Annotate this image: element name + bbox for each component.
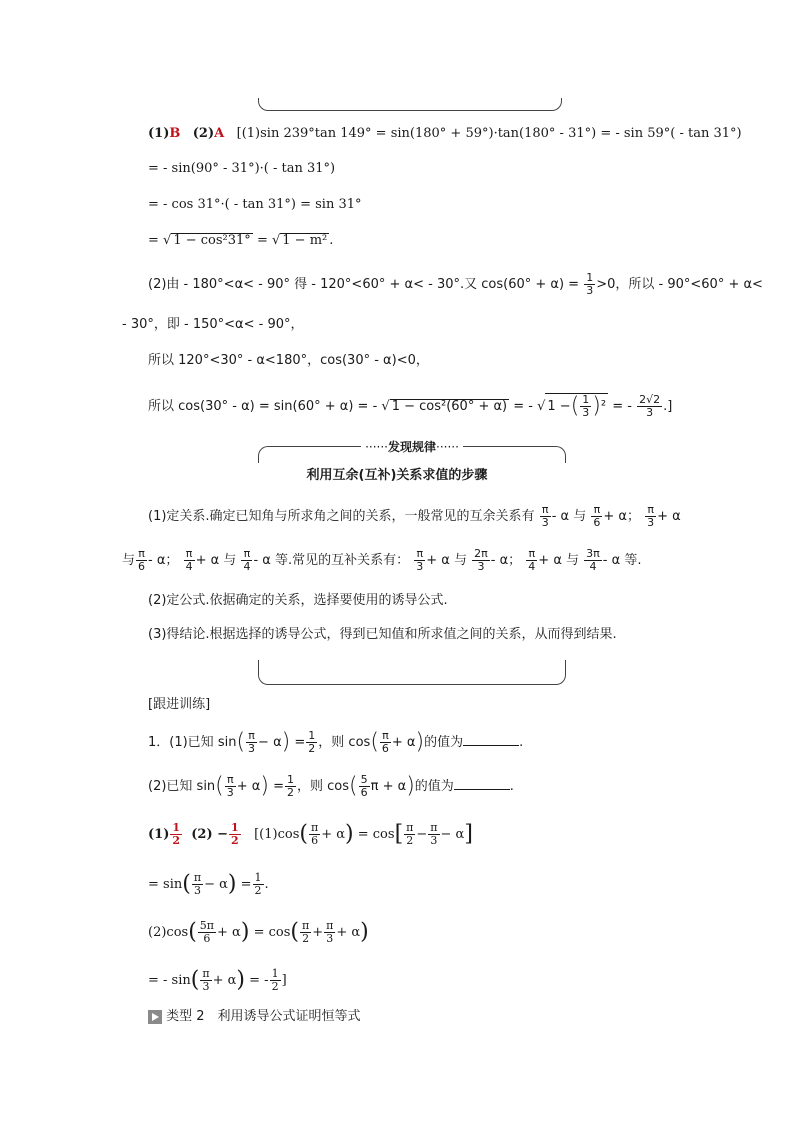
sqrt-expression: 1 −( $\frac{1}{3}$ )² [547,393,607,419]
answer-label: (2) [192,126,215,141]
eq-sign: = [148,233,159,248]
answer-choice: A [214,126,225,141]
section-title: 类型 2 利用诱导公式证明恒等式 [166,1009,361,1024]
answer1-p2-line3: 所以 120°<30° - α<180°，cos(30° - α)<0， [148,353,429,368]
answer1-p2-line4: 所以 cos(30° - α) = sin(60° + α) = - √ 1 − cos²(60° + α) = - √ 1 −( $\frac{1}{3}$ )² = - $\frac{2√2}{3}$ .] [148,393,673,419]
answer-blank [454,777,510,790]
sqrt-expression: 1 − cos²(60° + α) [391,399,508,414]
solution-text: 所以 cos(30° - α) = sin(60° + α) = - [148,399,378,414]
practice-heading: [跟进训练] [148,697,211,712]
solution-text: >0，所以 - 90°<60° + α< [596,277,763,292]
answer-label: (1) [148,126,170,141]
answer1-line1 [148,125,742,143]
answer2-line2: = sin( $\frac{\pi}{3}$ − α) = $\frac{1}{2}$ . [148,871,269,897]
period: .] [663,399,673,414]
answer1-line3: = - cos 31°·( - tan 31°) = sin 31° [148,197,362,212]
rule-step1-line2: 与 $\frac{\pi}{6}$ - α； $\frac{\pi}{4}$ + α 与 $\frac{\pi}{4}$ - α 等.常见的互补关系有： $\frac{\pi}{3}$ + α 与 $\frac{2\pi}{3}$ - α； $\frac{\pi}{4}$ + α 与 $\frac{3\pi}{4}$ - α 等. [122,547,642,573]
answer1-p2-line2: - 30°，即 - 150°<α< - 90°， [122,317,304,332]
practice-q2: (2)已知 sin( $\frac{\pi}{3}$ + α) = $\frac{1}{2}$ ，则 cos( $\frac{5}{6}$ π + α)的值为 . [148,773,514,799]
eq-sign: = [256,233,268,248]
answer-choice: B [169,126,181,141]
answer2-line3: (2)cos( $\frac{5\pi}{6}$ + α) = cos( $\frac{\pi}{2}$ + $\frac{\pi}{3}$ + α) [148,919,369,945]
answer2-line4: = - sin( $\frac{\pi}{3}$ + α) = - $\frac{1}{2}$ ] [148,967,287,993]
rule-bracket-top [258,440,566,463]
rule-tag: ······发现规律······ [361,440,463,454]
solution-text: (2)由 - 180°<α< - 90° 得 - 120°<60° + α< - 30°.又 cos(60° + α) = [148,277,580,292]
eq-sign: = - [513,399,533,414]
rule-bracket-bottom [258,660,566,685]
solution-text: [(1)sin 239°tan 149° = sin(180° + 59°)·tan(180° - 31°) = - sin 59°( - tan 31°) [236,126,742,141]
practice-q1: 1．(1)已知 sin( $\frac{\pi}{3}$ − α) = $\frac{1}{2}$ ，则 cos( $\frac{\pi}{6}$ + α)的值为 . [148,729,524,755]
answer2-line1: (1) $\frac{1}{2}$ (2) − $\frac{1}{2}$ [(1)cos( $\frac{\pi}{6}$ + α) = cos[ $\frac{\pi}{2}$ − $\frac{\pi}{3}$ − α] [148,821,473,847]
rule-step3: (3)得结论.根据选择的诱导公式，得到已知值和所求值之间的关系，从而得到结果. [148,627,617,642]
period: . [329,233,334,248]
rule-step1-line1: (1)定关系.确定已知角与所求角之间的关系，一般常见的互余关系有 $\frac{\pi}{3}$ - α 与 $\frac{\pi}{6}$ + α； $\frac{\pi}{3}$ + α [148,503,681,529]
rule-title: 利用互余(互补)关系求值的步骤 [306,468,488,483]
eq-sign: = - [612,399,632,414]
fraction: $\frac{1}{3}$ [586,271,594,297]
rule-step2: (2)定公式.依据确定的关系，选择要使用的诱导公式. [148,593,448,608]
answer1-p2-line1 [148,272,763,297]
play-triangle-icon [148,1010,162,1024]
fraction: $\frac{2√2}{3}$ [639,393,661,419]
top-bracket-decoration [258,98,562,111]
sqrt-expression: 1 − m² [282,233,328,248]
sqrt-expression: 1 − cos²31° [173,233,251,248]
answer1-line4: = √ 1 − cos²31° = √ 1 − m² . [148,233,334,248]
section-heading [148,1008,361,1026]
answer-blank [463,733,519,746]
answer1-line2: = - sin(90° - 31°)·( - tan 31°) [148,161,336,176]
